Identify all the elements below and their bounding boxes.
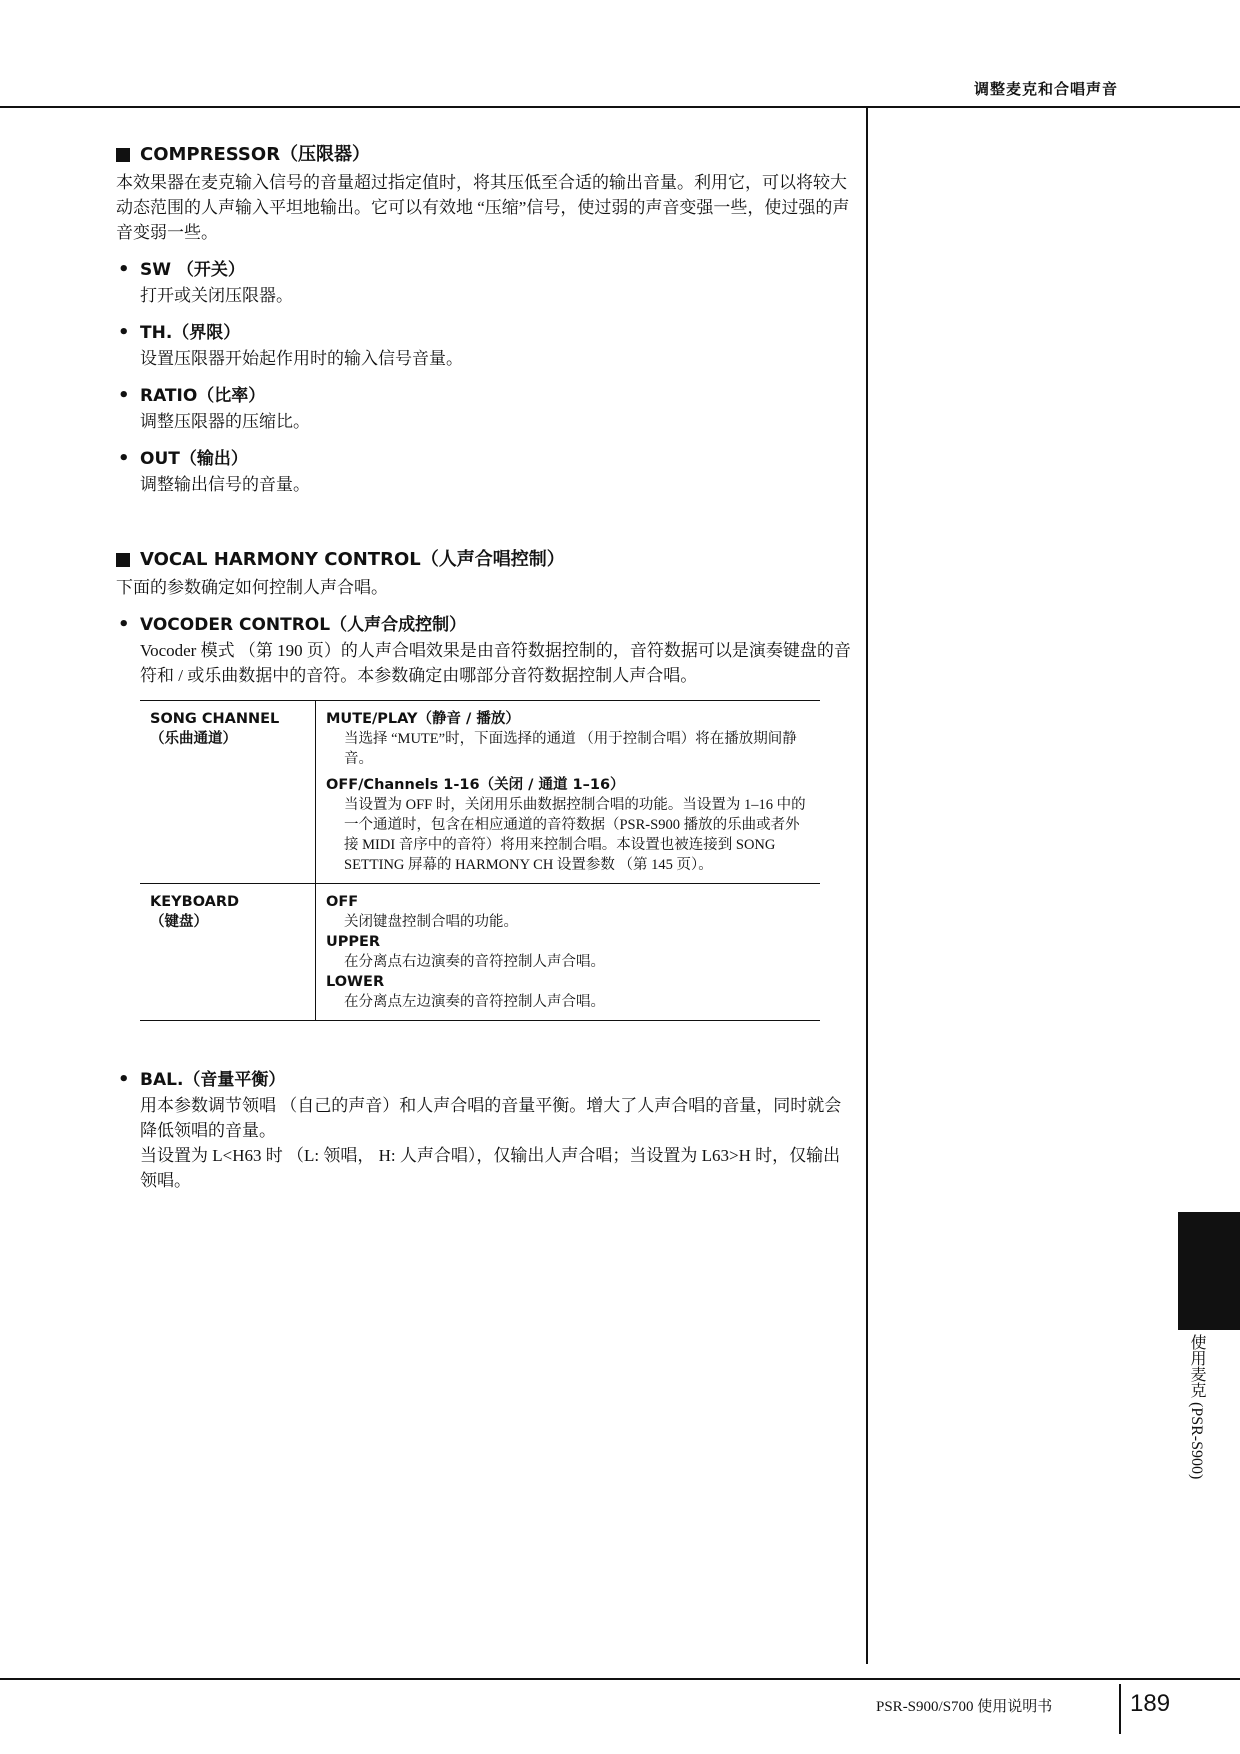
option-label: LOWER xyxy=(326,974,385,990)
vocal-harmony-heading xyxy=(116,545,856,575)
param-description: 调整压限器的压缩比。 xyxy=(140,412,310,431)
table-cell-name xyxy=(140,884,316,1021)
param-item-bal xyxy=(116,1067,856,1193)
bullet-icon: • xyxy=(118,614,130,635)
option-description: 当选择 “MUTE”时，下面选择的通道 （用于控制合唱）将在播放期间静音。 xyxy=(344,731,797,767)
row-name: KEYBOARD xyxy=(150,894,240,910)
vocoder-control-table xyxy=(140,700,820,1021)
footer-separator xyxy=(1119,1684,1121,1734)
table-row xyxy=(140,701,820,884)
option-label: UPPER xyxy=(326,934,381,950)
bullet-icon: • xyxy=(118,448,130,469)
param-description: 设置压限器开始起作用时的输入信号音量。 xyxy=(140,349,463,368)
table-row xyxy=(140,884,820,1021)
bullet-icon: • xyxy=(118,385,130,406)
option-description: 关闭键盘控制合唱的功能。 xyxy=(344,914,518,930)
option-description: 在分离点右边演奏的音符控制人声合唱。 xyxy=(344,954,605,970)
square-bullet-icon xyxy=(116,553,130,567)
param-title: RATIO（比率） xyxy=(140,386,266,406)
footer-manual-title: PSR-S900/S700 使用说明书 xyxy=(876,1699,1053,1715)
vocal-harmony-description: 下面的参数确定如何控制人声合唱。 xyxy=(116,578,388,597)
row-name-sub: （乐曲通道） xyxy=(150,731,237,747)
param-description: 调整输出信号的音量。 xyxy=(140,475,310,494)
row-name-sub: （键盘） xyxy=(150,914,208,930)
option-label: OFF xyxy=(326,894,359,910)
param-description: Vocoder 模式 （第 190 页）的人声合唱效果是由音符数据控制的，音符数据可以是演奏键盘的音符和 / 或乐曲数据中的音符。本参数确定由哪部分音符数据控制人声合唱。 xyxy=(140,641,851,685)
section-tab-marker xyxy=(1178,1212,1240,1330)
column-divider xyxy=(866,108,868,1664)
table-cell-name xyxy=(140,701,316,884)
param-description: 用本参数调节领唱 （自己的声音）和人声合唱的音量平衡。增大了人声合唱的音量，同时就会降低领唱的音量。 xyxy=(140,1096,842,1140)
page-number: 189 xyxy=(1130,1690,1171,1717)
param-title: OUT（输出） xyxy=(140,449,248,469)
param-item-vocoder-control xyxy=(116,612,856,688)
compressor-heading xyxy=(116,140,856,170)
param-item-th xyxy=(116,320,856,371)
option-label: MUTE/PLAY（静音 / 播放） xyxy=(326,711,520,727)
param-description: 打开或关闭压限器。 xyxy=(140,286,293,305)
footer-rule xyxy=(0,1678,1240,1680)
main-content xyxy=(116,140,856,1193)
running-header: 调整麦克和合唱声音 xyxy=(973,80,1118,98)
param-item-ratio xyxy=(116,383,856,434)
param-title: BAL.（音量平衡） xyxy=(140,1070,286,1090)
table-cell-options xyxy=(316,701,821,884)
compressor-title: COMPRESSOR（压限器） xyxy=(140,144,371,165)
header-rule xyxy=(0,106,1240,108)
option-label: OFF/Channels 1-16（关闭 / 通道 1–16） xyxy=(326,777,625,793)
param-title: TH.（界限） xyxy=(140,323,241,343)
param-item-out xyxy=(116,446,856,497)
bullet-icon: • xyxy=(118,1069,130,1090)
table-cell-options xyxy=(316,884,821,1021)
row-name: SONG CHANNEL xyxy=(150,711,280,727)
option-description: 在分离点左边演奏的音符控制人声合唱。 xyxy=(344,994,605,1010)
vocal-harmony-title: VOCAL HARMONY CONTROL（人声合唱控制） xyxy=(140,549,565,570)
param-description: 当设置为 L<H63 时 （L: 领唱， H: 人声合唱），仅输出人声合唱；当设置为 L63>H 时，仅输出领唱。 xyxy=(140,1146,841,1190)
bullet-icon: • xyxy=(118,322,130,343)
param-title: VOCODER CONTROL（人声合成控制） xyxy=(140,615,467,635)
compressor-description: 本效果器在麦克输入信号的音量超过指定值时，将其压低至合适的输出音量。利用它，可以将较大动态范围的人声输入平坦地输出。它可以有效地 “压缩”信号，使过弱的声音变强一些，使过强的声音变弱一些。 xyxy=(116,173,850,242)
square-bullet-icon xyxy=(116,148,130,162)
param-title: SW （开关） xyxy=(140,260,245,280)
section-tab-label: 使用麦克 (PSR-S900) xyxy=(1188,1334,1205,1480)
option-description: 当设置为 OFF 时，关闭用乐曲数据控制合唱的功能。当设置为 1–16 中的一个通道时，包含在相应通道的音符数据（PSR-S900 播放的乐曲或者外接 MIDI 音序中的音符）将用来控制合唱。本设置也被连接到 SONG SETTING 屏幕的 HARMONY CH 设置参数 （第 145 页）。 xyxy=(344,797,806,873)
bullet-icon: • xyxy=(118,259,130,280)
param-item-sw xyxy=(116,257,856,308)
